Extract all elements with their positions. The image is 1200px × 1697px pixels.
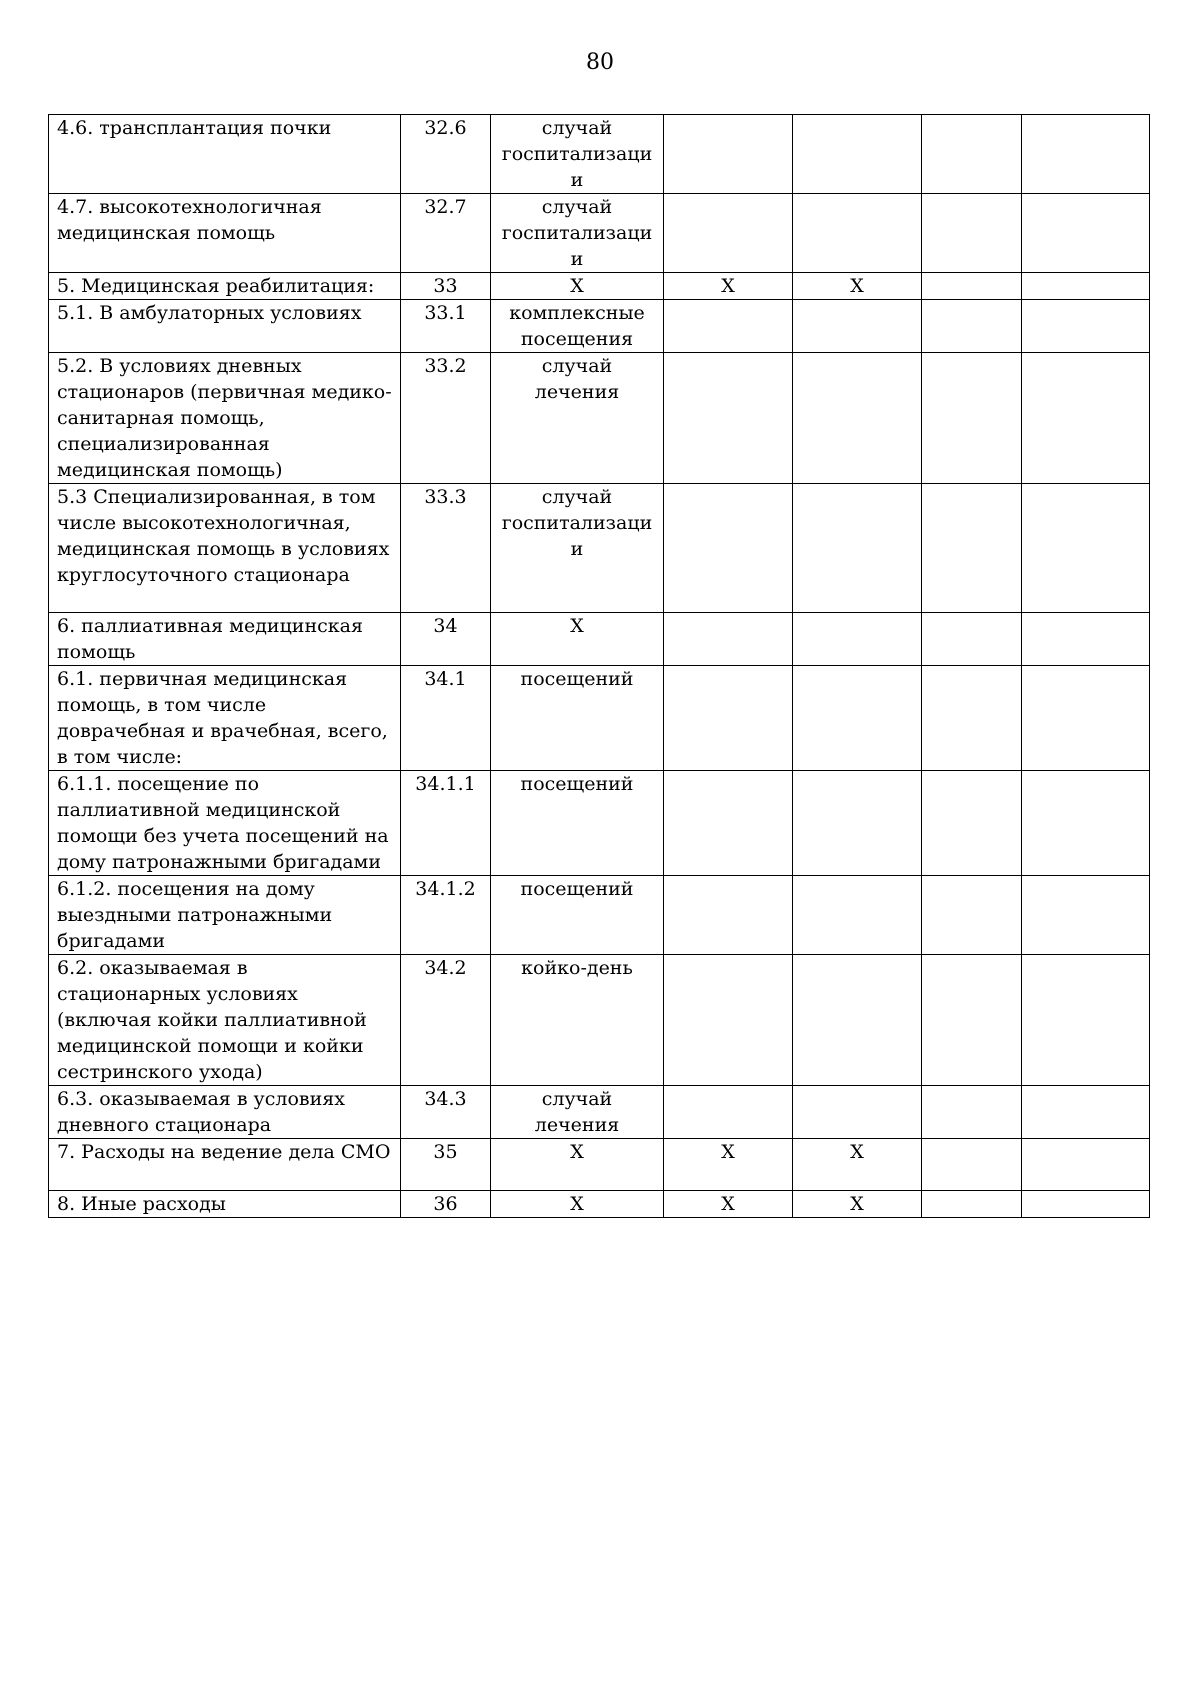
- row-name-cell: 6.3. оказываемая в условиях дневного стационара: [49, 1086, 401, 1139]
- row-value-cell-3: [922, 484, 1022, 613]
- row-value-cell-2: [793, 194, 922, 273]
- row-value-cell-2: [793, 300, 922, 353]
- row-value-cell-3: [922, 955, 1022, 1086]
- row-value-cell-3: [922, 666, 1022, 771]
- row-unit-cell: случай госпитализации: [491, 115, 664, 194]
- row-value-cell-1: [664, 484, 793, 613]
- row-value-cell-1: [664, 613, 793, 666]
- row-value-cell-2: [793, 613, 922, 666]
- row-value-cell-1: [664, 666, 793, 771]
- row-value-cell-2: X: [793, 1191, 922, 1218]
- row-value-cell-3: [922, 353, 1022, 484]
- row-value-cell-2: X: [793, 273, 922, 300]
- table-row: [49, 194, 1150, 273]
- row-value-cell-3: [922, 1191, 1022, 1218]
- row-value-cell-2: [793, 955, 922, 1086]
- row-name-cell: 5.1. В амбулаторных условиях: [49, 300, 401, 353]
- row-name-cell: 6.2. оказываемая в стационарных условиях (включая койки паллиативной медицинской помощи и койки сестринского ухода): [49, 955, 401, 1086]
- row-name-cell: 6.1.2. посещения на дому выездными патронажными бригадами: [49, 876, 401, 955]
- row-code-cell: 34.3: [401, 1086, 491, 1139]
- row-name-cell: 4.6. трансплантация почки: [49, 115, 401, 194]
- row-unit-cell: случай госпитализации: [491, 194, 664, 273]
- table-row: [49, 1191, 1150, 1218]
- row-value-cell-1: [664, 1086, 793, 1139]
- row-code-cell: 32.7: [401, 194, 491, 273]
- table-row: [49, 115, 1150, 194]
- table-row: [49, 1139, 1150, 1191]
- row-code-cell: 33.3: [401, 484, 491, 613]
- row-value-cell-4: [1022, 1139, 1150, 1191]
- row-name-cell: 6.1.1. посещение по паллиативной медицинской помощи без учета посещений на дому патронажными бригадами: [49, 771, 401, 876]
- table-row: [49, 273, 1150, 300]
- table-row: [49, 613, 1150, 666]
- row-value-cell-1: [664, 300, 793, 353]
- page-number: 80: [586, 50, 614, 75]
- row-value-cell-4: [1022, 666, 1150, 771]
- row-value-cell-4: [1022, 353, 1150, 484]
- row-code-cell: 34.1.1: [401, 771, 491, 876]
- row-unit-cell: X: [491, 613, 664, 666]
- row-code-cell: 35: [401, 1139, 491, 1191]
- row-value-cell-3: [922, 613, 1022, 666]
- row-value-cell-2: [793, 771, 922, 876]
- row-value-cell-3: [922, 115, 1022, 194]
- row-value-cell-3: [922, 1086, 1022, 1139]
- row-value-cell-2: [793, 666, 922, 771]
- row-value-cell-4: [1022, 484, 1150, 613]
- row-value-cell-4: [1022, 273, 1150, 300]
- row-code-cell: 34.2: [401, 955, 491, 1086]
- row-value-cell-1: [664, 955, 793, 1086]
- row-value-cell-2: [793, 876, 922, 955]
- row-name-cell: 5.3 Специализированная, в том числе высокотехнологичная, медицинская помощь в условиях круглосуточного стационара: [49, 484, 401, 613]
- row-code-cell: 34.1: [401, 666, 491, 771]
- row-value-cell-4: [1022, 115, 1150, 194]
- row-unit-cell: случай лечения: [491, 353, 664, 484]
- row-name-cell: 8. Иные расходы: [49, 1191, 401, 1218]
- row-value-cell-4: [1022, 1086, 1150, 1139]
- row-unit-cell: случай лечения: [491, 1086, 664, 1139]
- row-name-cell: 7. Расходы на ведение дела СМО: [49, 1139, 401, 1191]
- row-value-cell-4: [1022, 771, 1150, 876]
- row-value-cell-1: [664, 771, 793, 876]
- row-unit-cell: посещений: [491, 876, 664, 955]
- row-unit-cell: посещений: [491, 666, 664, 771]
- row-value-cell-4: [1022, 1191, 1150, 1218]
- table-row: [49, 484, 1150, 613]
- row-value-cell-1: [664, 876, 793, 955]
- row-unit-cell: случай госпитализации: [491, 484, 664, 613]
- row-value-cell-1: X: [664, 1139, 793, 1191]
- row-value-cell-3: [922, 771, 1022, 876]
- table-row: [49, 666, 1150, 771]
- row-value-cell-4: [1022, 876, 1150, 955]
- row-value-cell-1: X: [664, 273, 793, 300]
- row-value-cell-4: [1022, 300, 1150, 353]
- row-unit-cell: X: [491, 273, 664, 300]
- row-code-cell: 32.6: [401, 115, 491, 194]
- table-row: [49, 1086, 1150, 1139]
- row-name-cell: 4.7. высокотехнологичная медицинская помощь: [49, 194, 401, 273]
- row-value-cell-1: [664, 194, 793, 273]
- row-code-cell: 33: [401, 273, 491, 300]
- row-value-cell-3: [922, 300, 1022, 353]
- row-value-cell-3: [922, 1139, 1022, 1191]
- row-unit-cell: посещений: [491, 771, 664, 876]
- table-row: [49, 876, 1150, 955]
- row-value-cell-4: [1022, 613, 1150, 666]
- row-value-cell-4: [1022, 955, 1150, 1086]
- row-code-cell: 33.1: [401, 300, 491, 353]
- table-row: [49, 353, 1150, 484]
- row-value-cell-3: [922, 273, 1022, 300]
- row-code-cell: 36: [401, 1191, 491, 1218]
- row-name-cell: 5. Медицинская реабилитация:: [49, 273, 401, 300]
- row-value-cell-3: [922, 194, 1022, 273]
- row-code-cell: 33.2: [401, 353, 491, 484]
- row-value-cell-4: [1022, 194, 1150, 273]
- row-value-cell-3: [922, 876, 1022, 955]
- row-value-cell-1: [664, 115, 793, 194]
- data-table: [48, 114, 1150, 1218]
- row-name-cell: 6. паллиативная медицинская помощь: [49, 613, 401, 666]
- row-name-cell: 5.2. В условиях дневных стационаров (первичная медико-санитарная помощь, специализированная медицинская помощь): [49, 353, 401, 484]
- row-unit-cell: X: [491, 1139, 664, 1191]
- row-name-cell: 6.1. первичная медицинская помощь, в том числе доврачебная и врачебная, всего, в том числе:: [49, 666, 401, 771]
- table-row: [49, 955, 1150, 1086]
- row-value-cell-2: [793, 353, 922, 484]
- row-value-cell-2: [793, 1086, 922, 1139]
- table-row: [49, 771, 1150, 876]
- row-value-cell-2: X: [793, 1139, 922, 1191]
- row-unit-cell: койко-день: [491, 955, 664, 1086]
- row-code-cell: 34.1.2: [401, 876, 491, 955]
- row-code-cell: 34: [401, 613, 491, 666]
- row-unit-cell: комплексные посещения: [491, 300, 664, 353]
- row-value-cell-1: [664, 353, 793, 484]
- row-value-cell-1: X: [664, 1191, 793, 1218]
- table-row: [49, 300, 1150, 353]
- row-value-cell-2: [793, 115, 922, 194]
- row-value-cell-2: [793, 484, 922, 613]
- row-unit-cell: X: [491, 1191, 664, 1218]
